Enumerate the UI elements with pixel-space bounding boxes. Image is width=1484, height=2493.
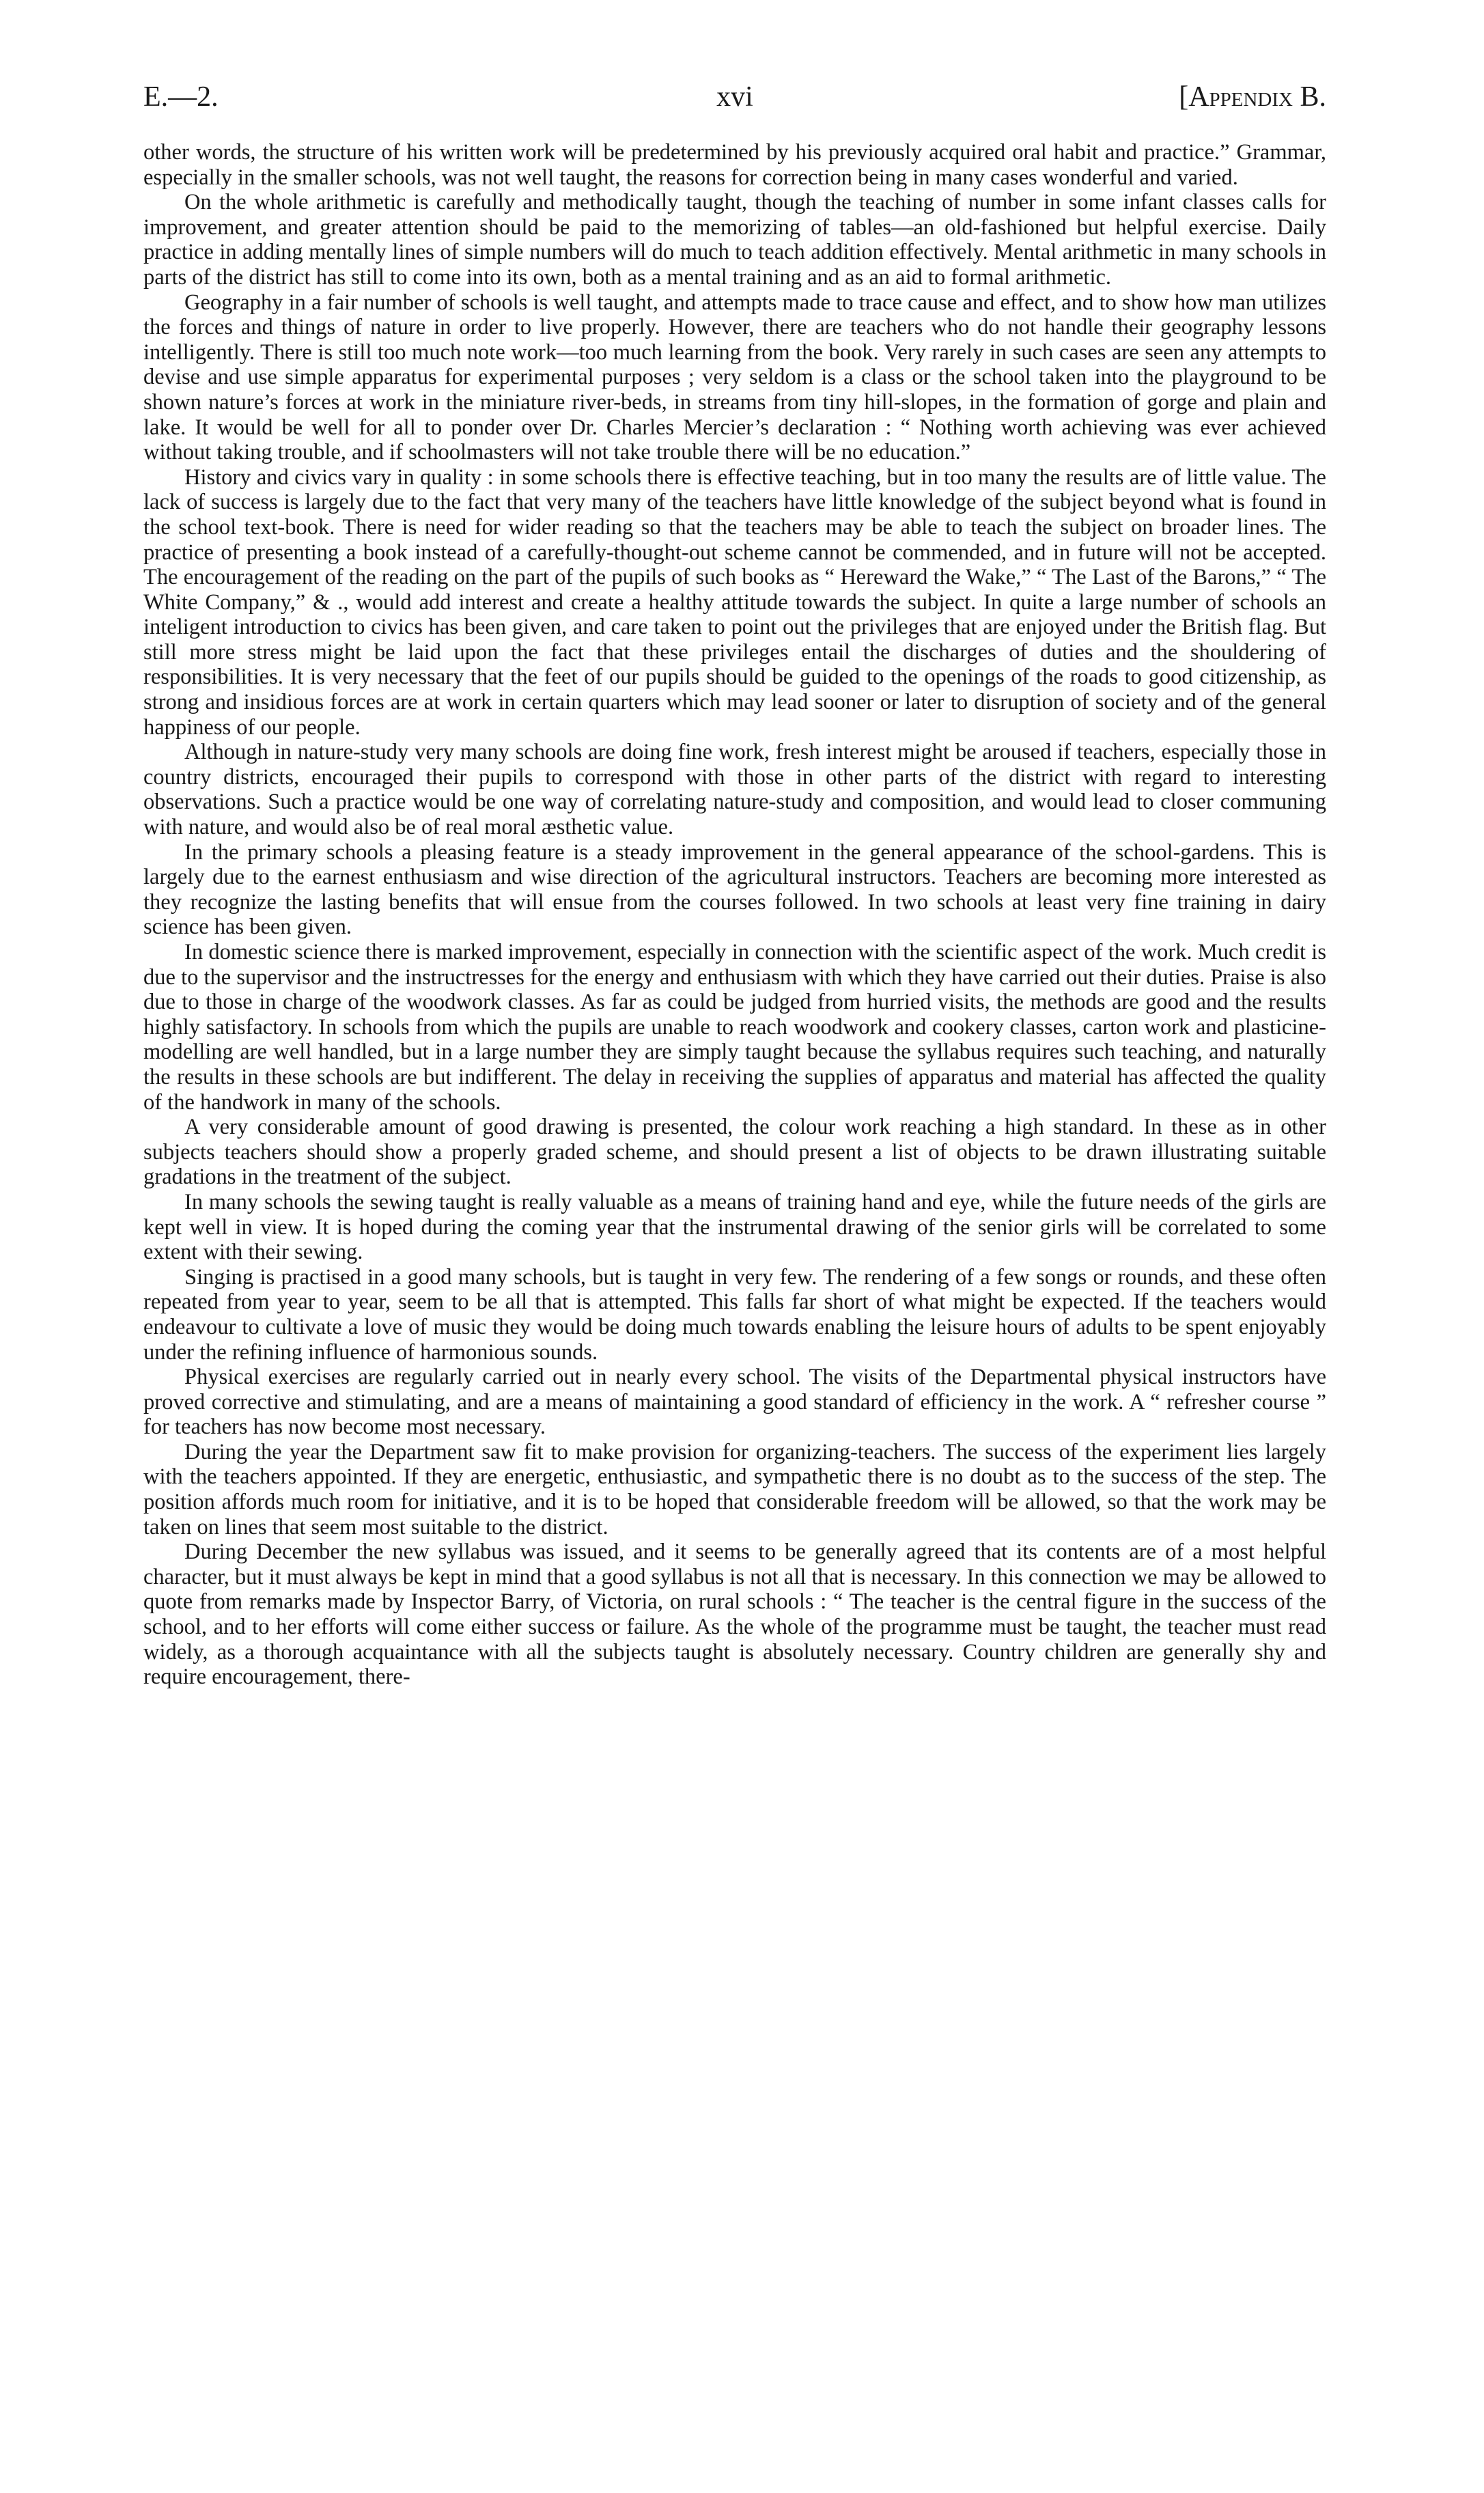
paragraph-nature-study: Although in nature-study very many schools are doing fine work, fresh interest might be aroused if teachers, especially those in country districts, encouraged their pupils to correspond with those in other parts of the district with regard to interesting observations. Such a practice would be one way of correlating nature-study and composition, and would lead to closer communing with nature, and would also be of real moral æsthetic value. [143,740,1326,840]
paragraph-grammar-continuation: other words, the structure of his written work will be predetermined by his previously acquired oral habit and practice.” Grammar, especially in the smaller schools, was not well taught, the reasons for correction being in many cases wonderful and varied. [143,140,1326,190]
page-header [143,81,1326,122]
paragraph-arithmetic: On the whole arithmetic is carefully and methodically taught, though the teaching of number in some infant classes calls for improvement, and greater attention should be paid to the memorizing of tables—an old-fashioned but helpful exercise. Daily practice in adding mentally lines of simple numbers will do much to teach addition effectively. Mental arithmetic in many schools in parts of the district has still to come into its own, both as a mental training and as an aid to formal arithmetic. [143,190,1326,290]
document-reference: E.—2. [143,81,219,113]
paragraph-school-gardens: In the primary schools a pleasing feature is a steady improvement in the general appearance of the school-gardens. This is largely due to the earnest enthusiasm and wise direction of the agricultural instructors. Teachers are becoming more interested as they recognize the lasting benefits that will ensue from the courses followed. In two schools at least very fine training in dairy science has been given. [143,839,1326,940]
paragraph-geography: Geography in a fair number of schools is well taught, and attempts made to trace cause and effect, and to show how man utilizes the forces and things of nature in order to live properly. However, there are teachers who do not handle their geography lessons intelligently. There is still too much note work—too much learning from the book. Very rarely in such cases are seen any attempts to devise and use simple apparatus for experimental purposes ; very seldom is a class or the school taken into the playground to be shown nature’s forces at work in the miniature river-beds, in streams from tiny hill-slopes, in the formation of gorge and plain and lake. It would be well for all to ponder over Dr. Charles Mercier’s declaration : “ Nothing worth achieving was ever achieved without taking trouble, and if schoolmasters will not take trouble there will be no education.” [143,290,1326,465]
document-body [143,140,1326,1690]
paragraph-domestic-science: In domestic science there is marked improvement, especially in connection with the scientific aspect of the work. Much credit is due to the supervisor and the instructresses for the energy and enthusiasm with which they have carried out their duties. Praise is also due to those in charge of the woodwork classes. As far as could be judged from hurried visits, the methods are good and the results highly satisfactory. In schools from which the pupils are unable to reach woodwork and cookery classes, carton work and plasticine-modelling are well handled, but in a large number they are simply taught because the syllabus requires such teaching, and naturally the results in these schools are but indifferent. The delay in receiving the supplies of apparatus and material has affected the quality of the handwork in many of the schools. [143,940,1326,1115]
page-number: xvi [716,81,753,113]
appendix-label: [Appendix B. [1179,81,1326,113]
paragraph-organizing-teachers: During the year the Department saw fit to make provision for organizing-teachers. The success of the experiment lies largely with the teachers appointed. If they are energetic, enthusiastic, and sympathetic there is no doubt as to the success of the step. The position affords much room for initiative, and it is to be hoped that considerable freedom will be allowed, so that the work may be taken on lines that seem most suitable to the district. [143,1439,1326,1540]
paragraph-sewing: In many schools the sewing taught is really valuable as a means of training hand and eye, while the future needs of the girls are kept well in view. It is hoped during the coming year that the instrumental drawing of the senior girls will be correlated to some extent with their sewing. [143,1189,1326,1265]
paragraph-physical-exercises: Physical exercises are regularly carried out in nearly every school. The visits of the Departmental physical instructors have proved corrective and stimulating, and are a means of maintaining a good standard of efficiency in the work. A “ refresher course ” for teachers has now become most necessary. [143,1365,1326,1440]
paragraph-history-civics: History and civics vary in quality : in some schools there is effective teaching, but in too many the results are of little value. The lack of success is largely due to the fact that very many of the teachers have little knowledge of the subject beyond what is found in the school text-book. There is need for wider reading so that the teachers may be able to teach the subject on broader lines. The practice of presenting a book instead of a carefully-thought-out scheme cannot be commended, and in future will not be accepted. The encouragement of the reading on the part of the pupils of such books as “ Hereward the Wake,” “ The Last of the Barons,” “ The White Company,” & ., would add interest and create a healthy attitude towards the subject. In quite a large number of schools an inteligent introduction to civics has been given, and care taken to point out the privileges that are enjoyed under the British flag. But still more stress might be laid upon the fact that these privileges entail the discharges of duties and the shouldering of responsibilities. It is very necessary that the feet of our pupils should be guided to the openings of the roads to good citizenship, as strong and insidious forces are at work in certain quarters which may lead sooner or later to disruption of society and of the general happiness of our people. [143,464,1326,740]
paragraph-syllabus: During December the new syllabus was issued, and it seems to be generally agreed that its contents are of a most helpful character, but it must always be kept in mind that a good syllabus is not all that is necessary. In this connection we may be allowed to quote from remarks made by Inspector Barry, of Victoria, on rural schools : “ The teacher is the central figure in the success of the school, and to her efforts will come either success or failure. As the whole of the programme must be taught, the teacher must read widely, as a thorough acquaintance with all the subjects taught is absolutely necessary. Country children are generally shy and require encouragement, there- [143,1540,1326,1690]
paragraph-drawing: A very considerable amount of good drawing is presented, the colour work reaching a high standard. In these as in other subjects teachers should show a properly graded scheme, and should present a list of objects to be drawn illustrating suitable gradations in the treatment of the subject. [143,1115,1326,1190]
paragraph-singing: Singing is practised in a good many schools, but is taught in very few. The rendering of a few songs or rounds, and these often repeated from year to year, seem to be all that is attempted. This falls far short of what might be expected. If the teachers would endeavour to cultivate a love of music they would be doing much towards enabling the leisure hours of adults to be spent enjoyably under the refining influence of harmonious sounds. [143,1264,1326,1365]
